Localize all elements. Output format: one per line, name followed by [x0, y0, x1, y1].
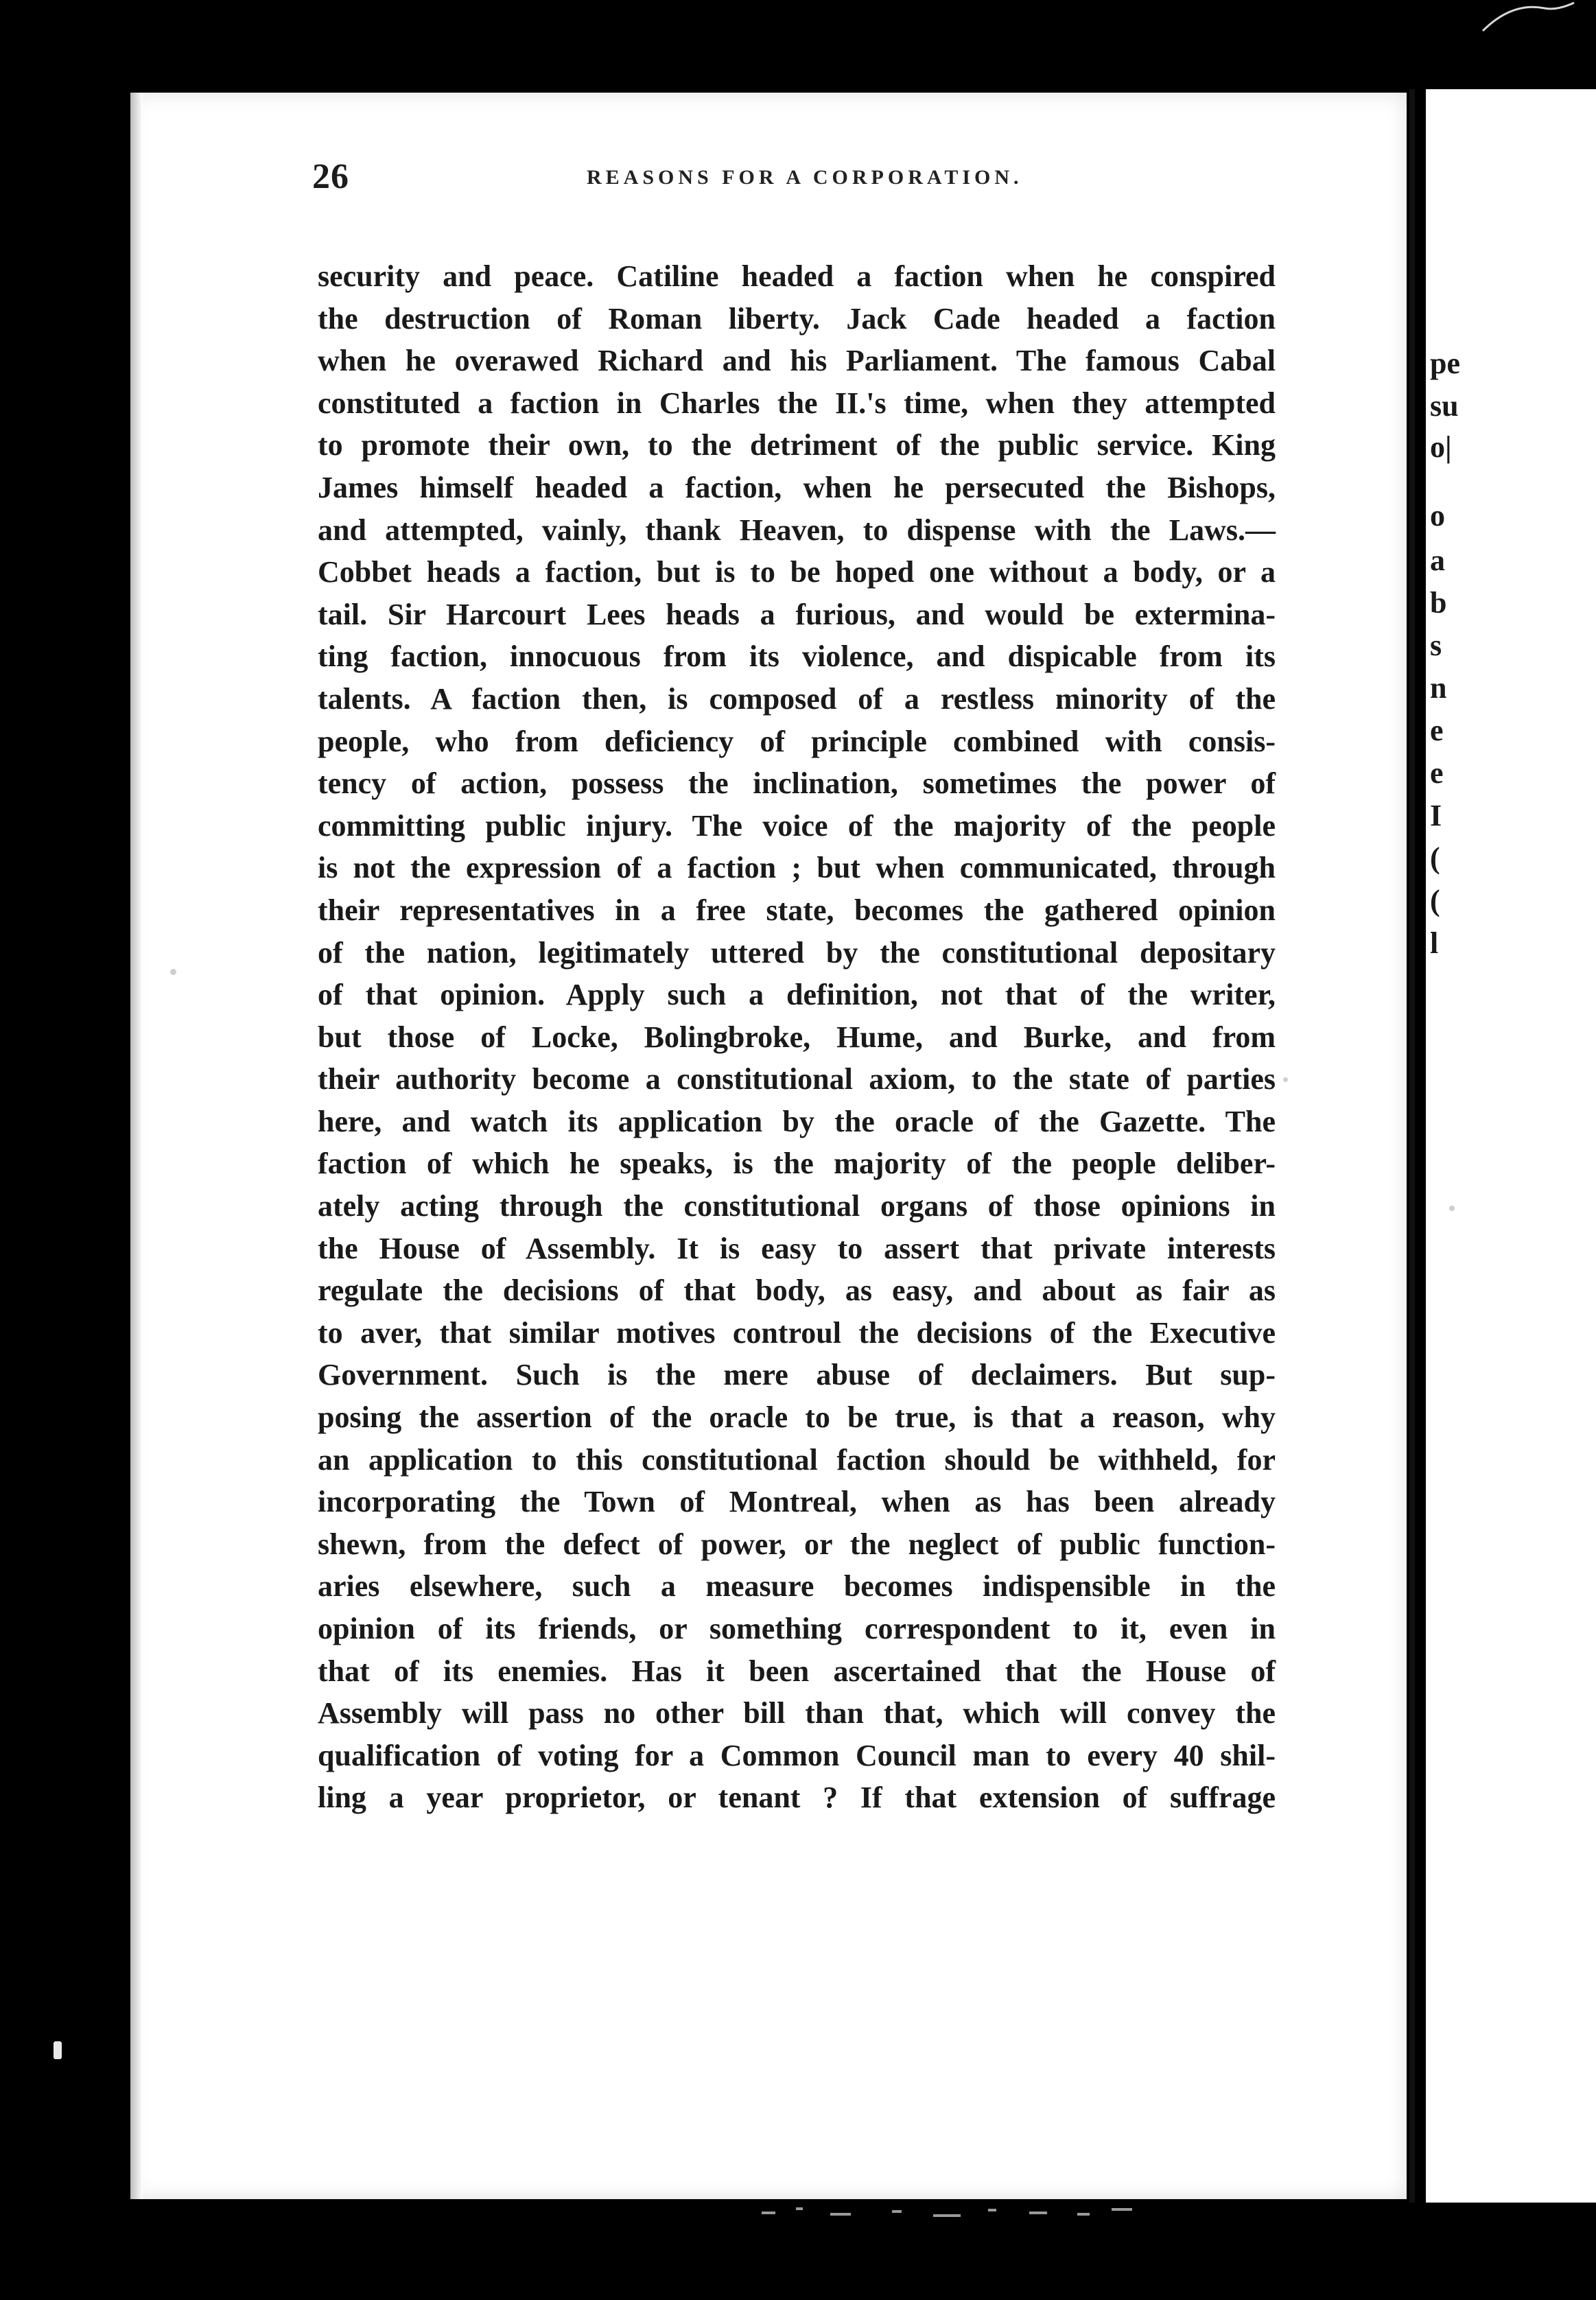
text-line: of that opinion. Apply such a definition, not that of the writer,	[318, 978, 1276, 1012]
text-line: James himself headed a faction, when he persecuted the Bishops,	[318, 470, 1276, 504]
text-line: but those of Locke, Bolingbroke, Hume, and Burke, and from	[318, 1020, 1276, 1054]
text-line: posing the assertion of the oracle to be true, is that a reason, why	[318, 1400, 1276, 1435]
facing-fragment: o	[1430, 499, 1445, 532]
facing-fragment: pe	[1430, 347, 1460, 380]
text-line: when he overawed Richard and his Parliament. The famous Cabal	[318, 344, 1276, 378]
facing-fragment: l	[1430, 926, 1439, 960]
text-line: ling a year proprietor, or tenant ? If that extension of suffrage	[318, 1781, 1276, 1815]
text-line: their authority become a constitutional axiom, to the state of parties	[318, 1062, 1276, 1096]
running-head-title: REASONS FOR A CORPORATION.	[587, 166, 1023, 189]
facing-fragment: (	[1430, 841, 1440, 875]
bottom-scan-noise	[755, 2199, 1166, 2227]
text-line: committing public injury. The voice of the majority of the people	[318, 808, 1276, 843]
text-line: ting faction, innocuous from its violence, and dispicable from its	[318, 639, 1276, 674]
facing-fragment: I	[1430, 799, 1442, 832]
text-line: to promote their own, to the detriment of the public service. King	[318, 428, 1276, 462]
text-line: the House of Assembly. It is easy to assert that private interests	[318, 1231, 1276, 1265]
text-line: people, who from deficiency of principle combined with consis-	[318, 724, 1276, 758]
page-edge-shadow	[130, 93, 143, 2199]
page-number: 26	[312, 157, 349, 196]
text-line: the destruction of Roman liberty. Jack Cade headed a faction	[318, 301, 1276, 336]
text-line: tency of action, possess the inclination, sometimes the power of	[318, 766, 1276, 801]
text-line: an application to this constitutional faction should be withheld, for	[318, 1442, 1276, 1477]
scan-speck	[1283, 1077, 1288, 1082]
body-text	[318, 255, 1276, 1819]
text-line: Assembly will pass no other bill than that, which will convey the	[318, 1696, 1276, 1730]
text-line: incorporating the Town of Montreal, when as has been already	[318, 1485, 1276, 1519]
running-head	[312, 156, 1287, 198]
text-line: opinion of its friends, or something correspondent to it, even in	[318, 1612, 1276, 1645]
text-line: talents. A faction then, is composed of a restless minority of the	[318, 681, 1276, 716]
text-line: is not the expression of a faction ; but when communicated, through	[318, 851, 1276, 885]
corner-scrawl-mark	[1479, 0, 1575, 34]
text-line: security and peace. Catiline headed a faction when he conspired	[318, 259, 1276, 293]
scan-speck	[1449, 1206, 1455, 1211]
text-line: regulate the decisions of that body, as easy, and about as fair as	[318, 1274, 1276, 1308]
text-line: their representatives in a free state, becomes the gathered opinion	[318, 893, 1276, 927]
text-line: of the nation, legitimately uttered by the constitutional depositary	[318, 935, 1276, 970]
text-line: shewn, from the defect of power, or the neglect of public function-	[318, 1527, 1276, 1561]
text-line: ately acting through the constitutional organs of those opinions in	[318, 1189, 1276, 1223]
facing-fragment: (	[1430, 884, 1440, 917]
scan-speck	[54, 2041, 62, 2059]
text-line: to aver, that similar motives controul the decisions of the Executive	[318, 1315, 1276, 1350]
text-line: qualification of voting for a Common Council man to every 40 shil-	[318, 1738, 1276, 1772]
facing-fragment: su	[1430, 389, 1459, 423]
text-line: Government. Such is the mere abuse of declaimers. But sup-	[318, 1358, 1276, 1392]
text-line: here, and watch its application by the oracle of the Gazette. The	[318, 1104, 1276, 1138]
facing-fragment: o|	[1430, 430, 1452, 464]
text-line: tail. Sir Harcourt Lees heads a furious, and would be extermina-	[318, 597, 1276, 631]
text-line: faction of which he speaks, is the majority of the people deliber-	[318, 1147, 1276, 1181]
facing-fragment: a	[1430, 543, 1445, 577]
text-line: aries elsewhere, such a measure becomes indispensible in the	[318, 1569, 1276, 1604]
facing-page	[1426, 89, 1596, 2203]
facing-fragment: b	[1430, 586, 1447, 620]
text-line: that of its enemies. Has it been ascertained that the House of	[318, 1654, 1276, 1688]
facing-fragment: s	[1430, 629, 1442, 662]
text-line: Cobbet heads a faction, but is to be hoped one without a body, or a	[318, 555, 1276, 589]
gutter-rule	[1409, 89, 1415, 2203]
facing-fragment: e	[1430, 714, 1444, 747]
facing-fragment: n	[1430, 671, 1447, 705]
text-line: constituted a faction in Charles the II.'s time, when they attempted	[318, 386, 1276, 420]
scan-speck	[170, 969, 176, 975]
text-line: and attempted, vainly, thank Heaven, to dispense with the Laws.—	[318, 513, 1276, 547]
facing-fragment: e	[1430, 756, 1444, 790]
